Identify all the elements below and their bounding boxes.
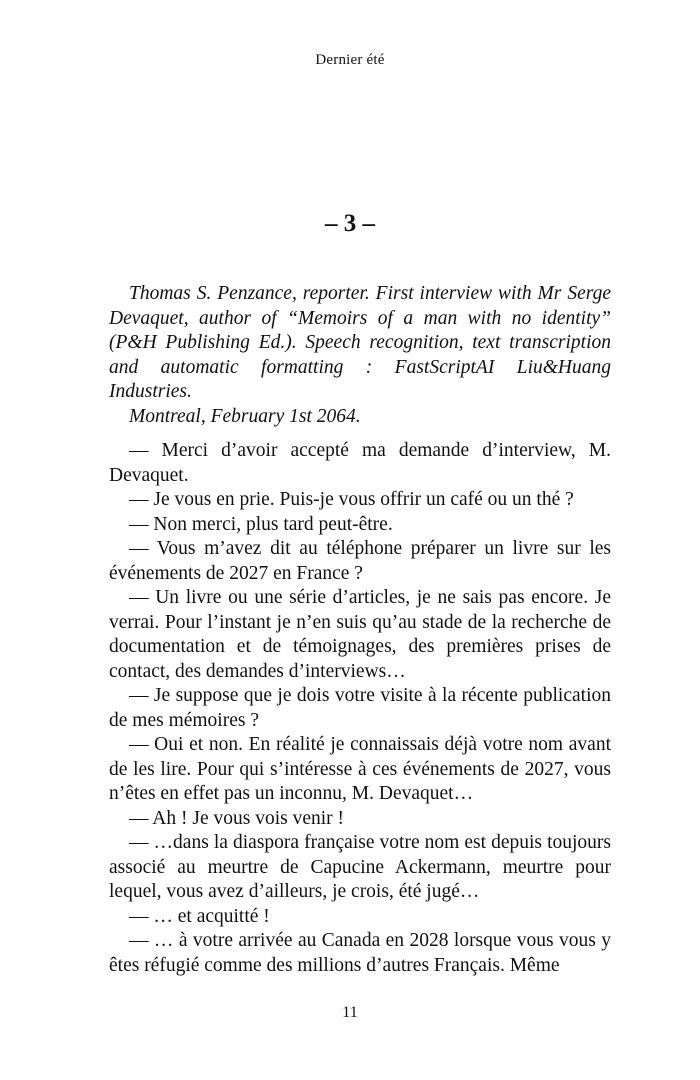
intro-dateline: Montreal, February 1st 2064. [129, 405, 361, 427]
dialogue-line: — Un livre ou une série d’articles, je ne sais pas encore. Je verrai. Pour l’instant je n’en suis qu’au stade de la recherche de documentation et de témoignages, des premières prises de contact, des demandes d’interviews… [109, 587, 611, 682]
dialogue-line: — Je suppose que je dois votre visite à la récente publication de mes mémoires ? [109, 685, 611, 731]
intro-paragraph: Thomas S. Penzance, reporter. First interview with Mr Serge Devaquet, author of “Memoirs of a man with no identity” (P&H Publishing Ed.). Speech recognition, text transcription and automatic formatting : FastScriptAI Liu&Huang Industries. [109, 283, 611, 402]
interview-intro [109, 282, 611, 429]
chapter-number: – 3 – [325, 210, 375, 237]
dialogue-line: — Je vous en prie. Puis-je vous offrir un café ou un thé ? [129, 489, 574, 510]
page-number: 11 [342, 1004, 358, 1021]
dialogue-line: — …dans la diaspora française votre nom est depuis toujours associé au meurtre de Capucine Ackermann, meurtre pour lequel, vous avez d’ailleurs, je crois, été jugé… [109, 832, 611, 902]
dialogue-line: — … à votre arrivée au Canada en 2028 lorsque vous vous y êtes réfugié comme des millions d’autres Français. Même [109, 930, 611, 976]
dialogue-line: — … et acquitté ! [129, 905, 270, 927]
dialogue [109, 439, 611, 978]
running-header: Dernier été [315, 52, 385, 68]
dialogue-line: — Merci d’avoir accepté ma demande d’interview, M. Devaquet. [109, 440, 611, 486]
dialogue-line: — Ah ! Je vous vois venir ! [129, 807, 345, 829]
dialogue-line: — Non merci, plus tard peut-être. [129, 513, 393, 535]
dialogue-line: — Oui et non. En réalité je connaissais déjà votre nom avant de les lire. Pour qui s’intéresse à ces événements de 2027, vous n’êtes en effet pas un inconnu, M. Devaquet… [109, 734, 611, 804]
dialogue-line: — Vous m’avez dit au téléphone préparer un livre sur les événements de 2027 en France ? [109, 538, 611, 584]
body-text [109, 282, 611, 978]
